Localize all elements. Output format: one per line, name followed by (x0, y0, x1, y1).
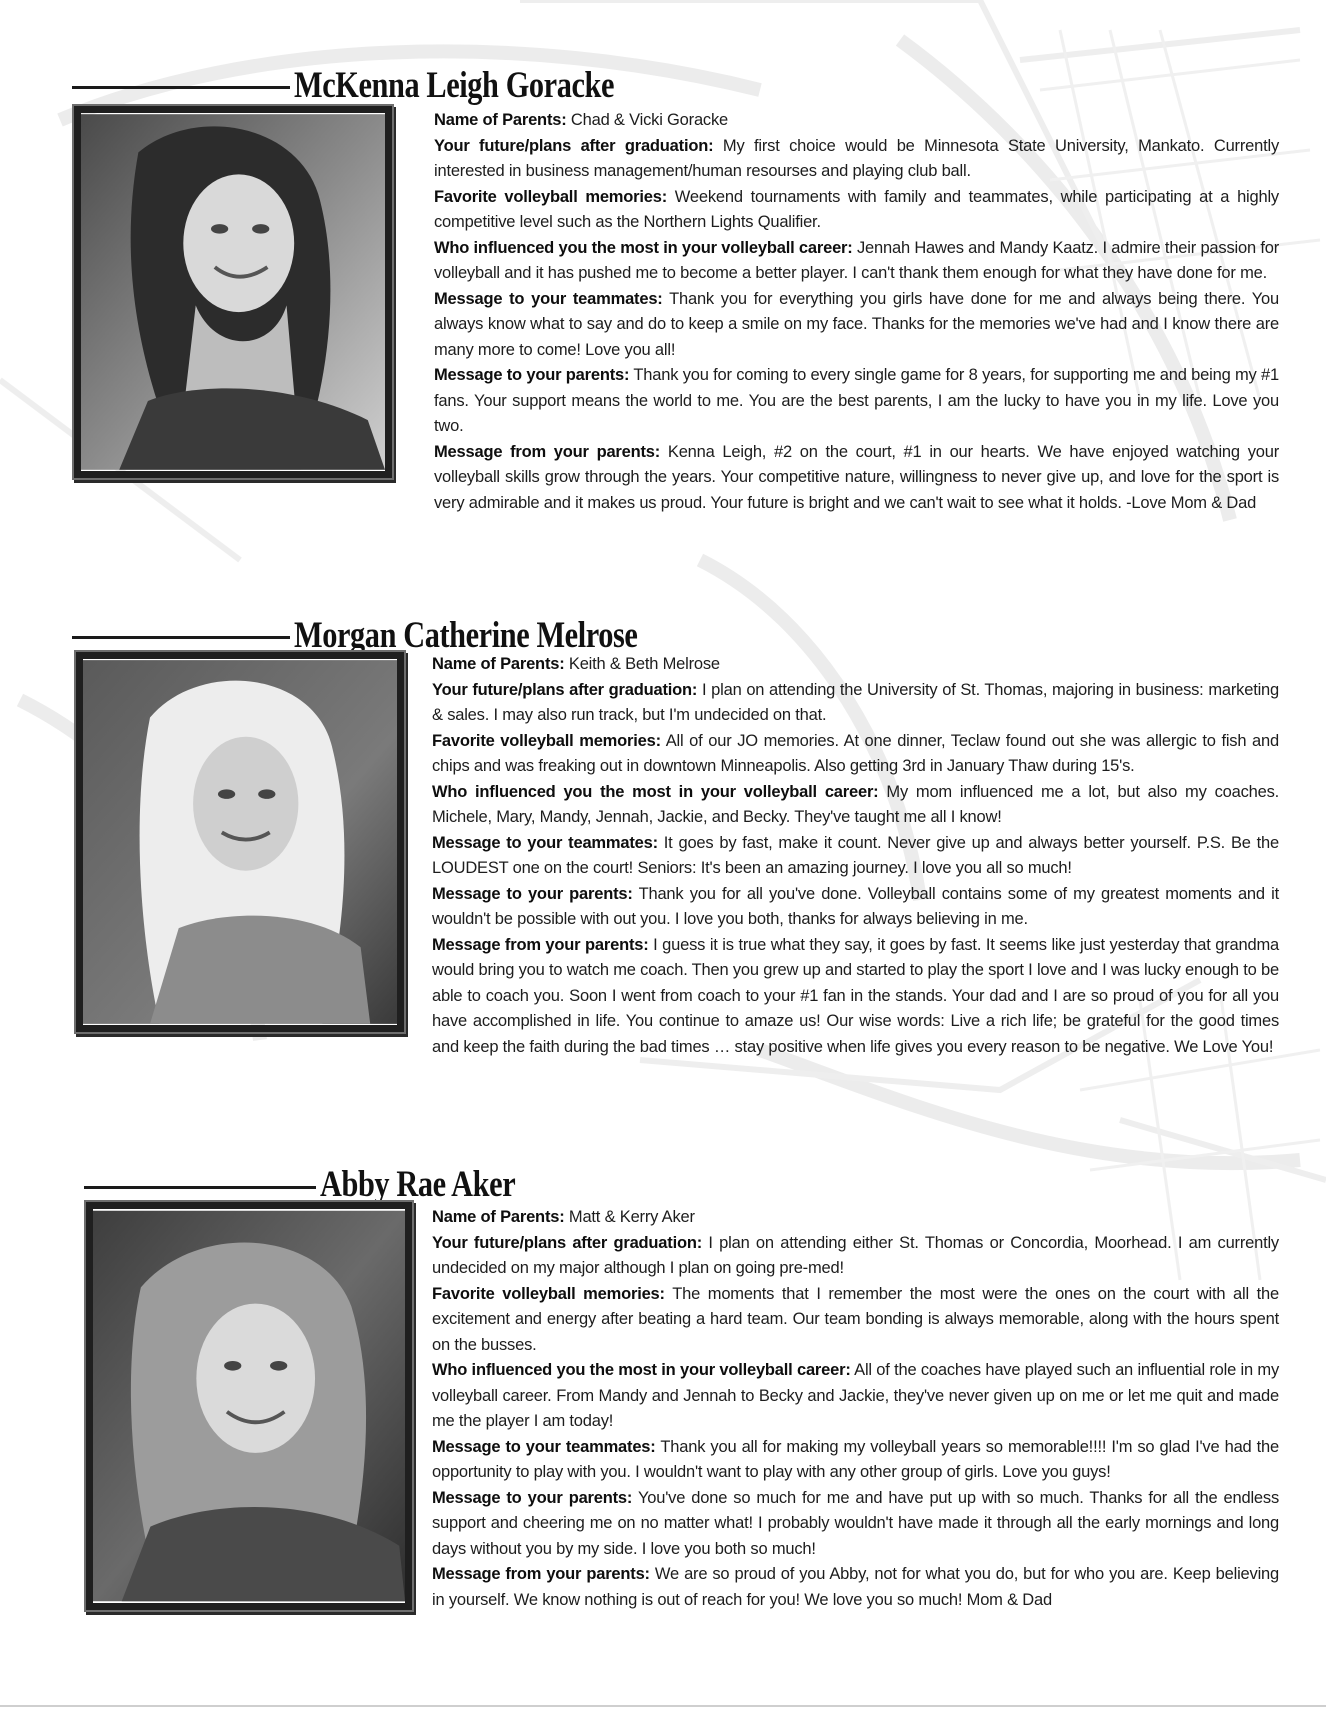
bio-text (434, 108, 1279, 516)
entry-text: All of our JO memories. At one dinner, Teclaw found out she was allergic to fish and chips and was freaking out in downtown Minneapolis. Also getting 3rd in January Thaw during 15's. (432, 731, 1279, 775)
entry-text: My mom influenced me a lot, but also my coaches. Michele, Mary, Mandy, Jennah, Jackie, and Becky. They've taught me all I know! (432, 782, 1280, 826)
entry-text: All of the coaches have played such an influential role in my volleyball career. From Mandy and Jennah to Becky and Jackie, they've never given up on me or let me quit and made me the player I am today! (432, 1361, 1279, 1430)
bio-entry-parents (432, 1205, 1279, 1231)
portrait-image (83, 659, 397, 1025)
entry-label: Message to your teammates: (432, 833, 658, 852)
bio-entry-message-parents (432, 882, 1279, 933)
entry-text: You've done so much for me and have put up with so much. Thanks for all the endless support and cheering me on no matter what! I probably wouldn't have made it through all the early mornings and long days without you by my side. I love you both so much! (432, 1488, 1279, 1558)
entry-label: Message from your parents: (432, 935, 649, 954)
bio-entry-message-parents (434, 363, 1279, 440)
athlete-portrait-photo (74, 106, 392, 478)
athlete-name: Abby Rae Aker (320, 1164, 516, 1205)
bio-entry-future-plans (434, 134, 1279, 185)
entry-text: Kenna Leigh, #2 on the court, #1 in our hearts. We have enjoyed watching your volleyball skills grow through the years. Your competitive nature, willingness to never give up, and love for the sport is very admirable and it makes us proud. Your future is bright and we can't wait to see what it holds. -Love Mom & Dad (434, 442, 1279, 512)
entry-label: Message to your parents: (432, 884, 633, 903)
entry-text: Thank you for all you've done. Volleyball contains some of my greatest moments and it wouldn't be possible with out you. I love you both, thanks for always believing in me. (432, 884, 1279, 928)
entry-text: Weekend tournaments with family and teammates, while participating at a highly competitive level such as the Northern Lights Qualifier. (434, 187, 1279, 231)
entry-label: Message from your parents: (432, 1565, 650, 1583)
entry-text: Jennah Hawes and Mandy Kaatz. I admire their passion for volleyball and it has pushed me to become a better player. I can't thank them enough for what they have done for me. (434, 238, 1279, 282)
entry-label: Name of Parents: (434, 111, 567, 129)
bio-entry-memories (434, 185, 1279, 236)
bio-entry-memories (432, 1282, 1279, 1359)
entry-text: Matt & Kerry Aker (564, 1208, 695, 1226)
bio-entry-future-plans (432, 678, 1279, 729)
entry-text: Keith & Beth Melrose (564, 655, 720, 673)
entry-label: Message from your parents: (434, 442, 661, 461)
bio-entry-message-teammates (432, 831, 1279, 882)
athlete-portrait-photo (76, 652, 404, 1032)
entry-text: The moments that I remember the most were the ones on the court with all the excitement and energy after beating a hard team. Our team bonding is always memorable, along with the hours spent on the busses. (432, 1284, 1279, 1354)
title-rule (72, 86, 290, 89)
entry-label: Name of Parents: (432, 655, 565, 673)
entry-label: Your future/plans after graduation: (432, 680, 698, 699)
portrait-image (81, 113, 385, 471)
bio-entry-influence (432, 1358, 1279, 1435)
entry-text: I guess it is true what they say, it goes by fast. It seems like just yesterday that grandma would bring you to watch me coach. Then you grew up and started to play the sport I love and I was lucky enough to be able to coach you. Soon I went from coach to your #1 fan in the stands. Your dad and I are so proud of you for all you have accomplished in life. You continue to amaze us! Our wise words: Live a rich life; be grateful for the good times and keep the faith during the bad times … stay positive when life gives you every reason to be negative. We Love You! (432, 935, 1279, 1056)
title-rule (84, 1186, 316, 1189)
entry-label: Who influenced you the most in your volleyball career: (432, 1361, 851, 1379)
entry-label: Your future/plans after graduation: (434, 136, 714, 155)
entry-label: Message to your parents: (434, 366, 630, 384)
entry-label: Message to your parents: (432, 1488, 633, 1507)
entry-label: Name of Parents: (432, 1208, 565, 1226)
athlete-name: McKenna Leigh Goracke (294, 65, 615, 106)
portrait-image (93, 1209, 405, 1603)
athlete-portrait-photo (86, 1202, 412, 1610)
bio-entry-message-parents (432, 1486, 1279, 1563)
entry-label: Who influenced you the most in your volleyball career: (434, 238, 853, 257)
title-rule (72, 636, 290, 639)
bio-text (432, 1205, 1279, 1613)
bio-entry-memories (432, 729, 1279, 780)
entry-label: Message to your teammates: (434, 289, 663, 308)
bio-text (432, 652, 1279, 1060)
entry-label: Your future/plans after graduation: (432, 1233, 703, 1252)
entry-label: Favorite volleyball memories: (432, 731, 661, 750)
bio-entry-message-from-parents (432, 933, 1279, 1061)
entry-text: Thank you for coming to every single game for 8 years, for supporting me and being my #1 fans. Your support means the world to me. You are the best parents, I am the lucky to have you in my life. Love you two. (434, 366, 1279, 435)
entry-text: Thank you for everything you girls have done for me and always being there. You always know what to say and do to keep a smile on my face. Thanks for the memories we've had and I know there are many more to come! Love you all! (434, 289, 1280, 359)
entry-text: We are so proud of you Abby, not for what you do, but for who you are. Keep believing in yourself. We know nothing is out of reach for you! We love you so much! Mom & Dad (432, 1565, 1279, 1609)
entry-label: Favorite volleyball memories: (434, 187, 668, 206)
entry-label: Who influenced you the most in your volleyball career: (432, 782, 879, 801)
bio-entry-future-plans (432, 1231, 1279, 1282)
bio-entry-parents (432, 652, 1279, 678)
bio-entry-influence (432, 780, 1279, 831)
bio-entry-message-teammates (434, 287, 1279, 364)
bio-entry-influence (434, 236, 1279, 287)
page-bottom-edge (0, 1705, 1326, 1707)
entry-text: Chad & Vicki Goracke (566, 111, 729, 129)
bio-entry-message-teammates (432, 1435, 1279, 1486)
entry-text: Thank you all for making my volleyball years so memorable!!!! I'm so glad I've had the opportunity to play with you. I wouldn't want to play with any other group of girls. Love you guys! (432, 1437, 1279, 1481)
entry-label: Favorite volleyball memories: (432, 1284, 665, 1303)
bio-entry-message-from-parents (434, 440, 1279, 517)
entry-text: I plan on attending either St. Thomas or Concordia, Moorhead. I am currently undecided on my major although I plan on going pre-med! (432, 1233, 1279, 1277)
bio-entry-parents (434, 108, 1279, 134)
entry-label: Message to your teammates: (432, 1437, 656, 1456)
athlete-name: Morgan Catherine Melrose (294, 615, 638, 656)
entry-text: My first choice would be Minnesota State University, Mankato. Currently interested in business management/human resourses and playing club ball. (434, 136, 1279, 180)
entry-text: It goes by fast, make it count. Never give up and always better yourself. P.S. Be the LOUDEST one on the court! Seniors: It's been an amazing journey. I love you all so much! (432, 833, 1280, 877)
entry-text: I plan on attending the University of St. Thomas, majoring in business: marketing & sales. I may also run track, but I'm undecided on that. (432, 680, 1279, 724)
bio-entry-message-from-parents (432, 1562, 1279, 1613)
